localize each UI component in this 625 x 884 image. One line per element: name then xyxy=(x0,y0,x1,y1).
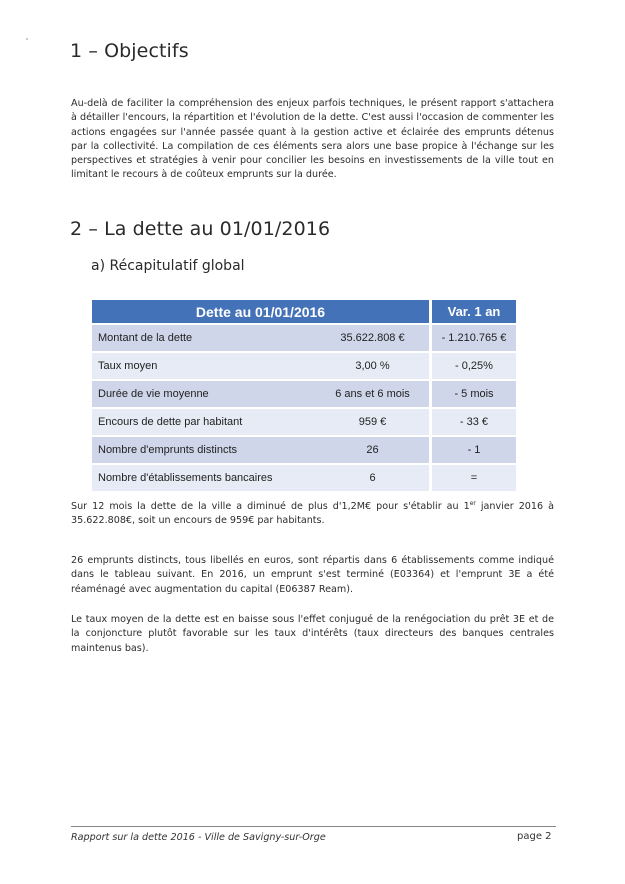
table-header-var: Var. 1 an xyxy=(432,300,516,325)
row-label: Durée de vie moyenne xyxy=(92,381,316,409)
row-variation: = xyxy=(432,465,516,493)
table-row xyxy=(92,381,516,409)
row-label: Nombre d'emprunts distincts xyxy=(92,437,316,465)
paragraph-1-superscript: er xyxy=(469,499,476,507)
row-value: 6 ans et 6 mois xyxy=(316,381,432,409)
row-variation: - 5 mois xyxy=(432,381,516,409)
row-label: Taux moyen xyxy=(92,353,316,381)
row-variation: - 0,25% xyxy=(432,353,516,381)
section-2-title: 2 – La dette au 01/01/2016 xyxy=(70,218,331,240)
table-header-row xyxy=(92,300,516,325)
table-row xyxy=(92,409,516,437)
table-header-main: Dette au 01/01/2016 xyxy=(92,300,432,325)
footer-divider xyxy=(71,826,556,827)
table-row xyxy=(92,353,516,381)
footer-page-number: page 2 xyxy=(517,831,552,842)
section-2-paragraph-3: Le taux moyen de la dette est en baisse sous l'effet conjugué de la renégociation du prêt 3E et de la conjoncture plutôt favorable sur les taux d'intérêts (taux directeurs des banques centrales maintenus bas). xyxy=(71,614,554,654)
table-row xyxy=(92,325,516,353)
row-variation: - 1.210.765 € xyxy=(432,325,516,353)
row-label: Nombre d'établissements bancaires xyxy=(92,465,316,493)
section-1-paragraph: Au-delà de faciliter la compréhension des enjeux parfois techniques, le présent rapport s'attachera à détailler l'encours, la répartition et l'évolution de la dette. C'est aussi l'occasion de commenter les actions engagées sur l'année passée quant à la gestion active et éclairée des emprunts détenus par la collectivité. La compilation de ces éléments sera alors une base propice à l'échange sur les perspectives et stratégies à venir pour concilier les besoins en investissements de la ville tout en limitant le recours à de coûteux emprunts sur la durée. xyxy=(71,98,554,181)
paragraph-1-text-a: Sur 12 mois la dette de la ville a diminué de plus d'1,2M€ pour s'établir au 1 xyxy=(71,501,470,512)
row-value: 6 xyxy=(316,465,432,493)
section-2-paragraph-2: 26 emprunts distincts, tous libellés en euros, sont répartis dans 6 établissements comme indiqué dans le tableau suivant. En 2016, un emprunt s'est terminé (E03364) et l'emprunt 3E a été réaménagé avec augmentation du capital (E06387 Ream). xyxy=(71,555,554,595)
row-label: Montant de la dette xyxy=(92,325,316,353)
row-label: Encours de dette par habitant xyxy=(92,409,316,437)
table-row xyxy=(92,437,516,465)
scan-speck xyxy=(26,38,28,40)
row-value: 26 xyxy=(316,437,432,465)
row-value: 959 € xyxy=(316,409,432,437)
debt-summary-table xyxy=(92,300,516,493)
footer-document-title: Rapport sur la dette 2016 - Ville de Savigny-sur-Orge xyxy=(71,832,326,843)
table-row xyxy=(92,465,516,493)
section-2-paragraph-1 xyxy=(71,500,554,529)
row-value: 3,00 % xyxy=(316,353,432,381)
row-variation: - 33 € xyxy=(432,409,516,437)
section-2-subtitle: a) Récapitulatif global xyxy=(91,258,245,274)
paragraph-1-text-b: janvier 2016 à 35.622.808€, soit un encours de 959€ par habitants. xyxy=(71,501,554,527)
row-variation: - 1 xyxy=(432,437,516,465)
row-value: 35.622.808 € xyxy=(316,325,432,353)
section-1-title: 1 – Objectifs xyxy=(70,40,189,62)
